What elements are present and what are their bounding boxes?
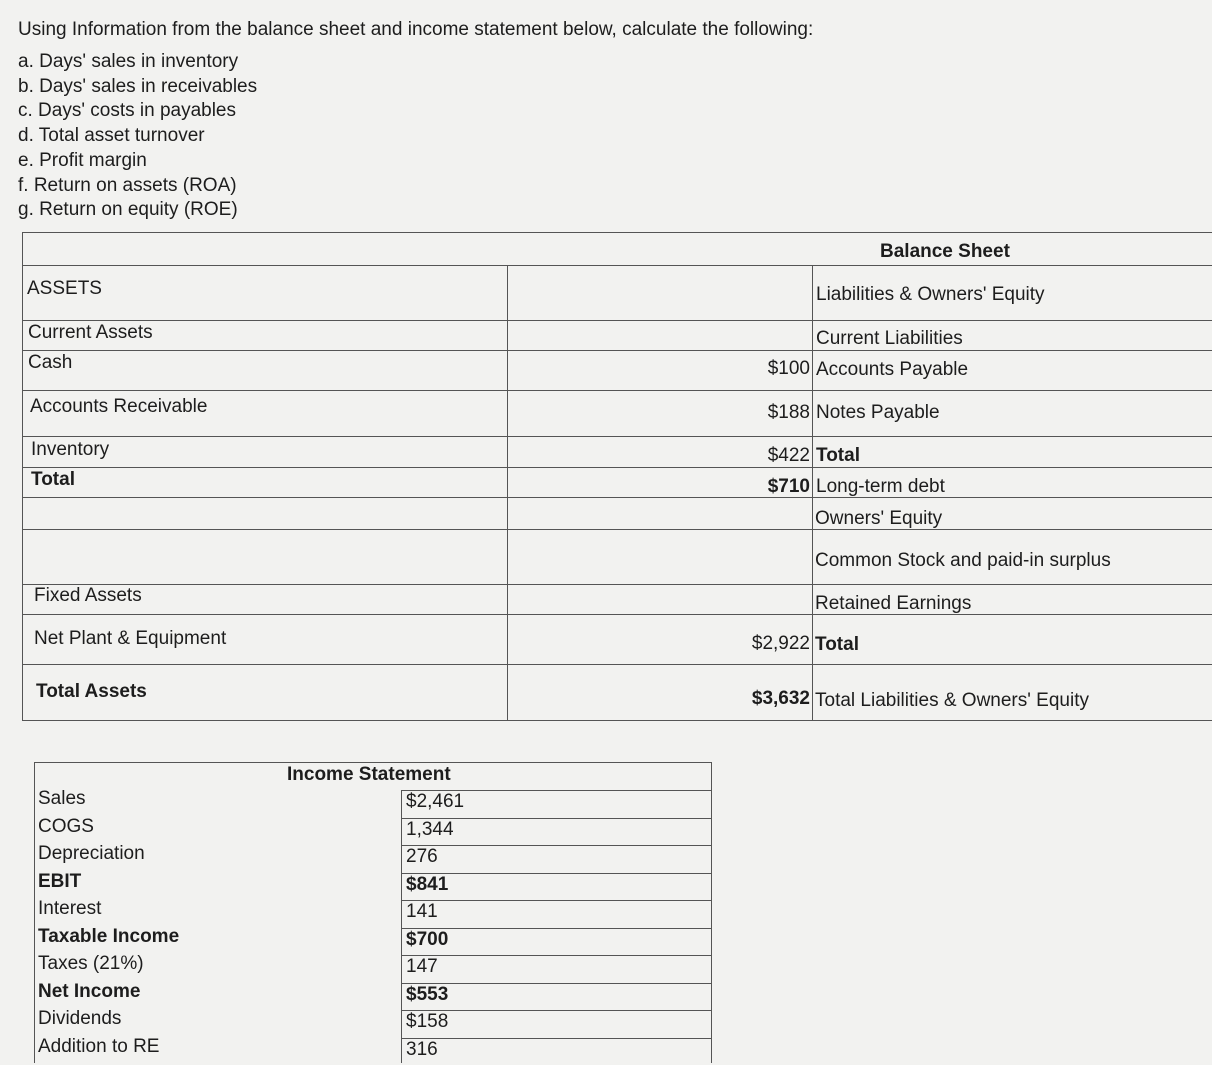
question-item: g. Return on equity (ROE) bbox=[18, 198, 257, 223]
row-label: Net Income bbox=[38, 981, 140, 1003]
grid-line bbox=[22, 265, 1212, 266]
row-label: Sales bbox=[38, 788, 86, 810]
grid-line bbox=[402, 928, 712, 929]
row-value: 276 bbox=[406, 846, 438, 868]
question-item: d. Total asset turnover bbox=[18, 124, 257, 149]
row-value: $2,461 bbox=[406, 791, 464, 813]
table-row bbox=[34, 790, 712, 818]
grid-line bbox=[34, 762, 712, 763]
grid-line bbox=[22, 436, 1212, 437]
row-label: Dividends bbox=[38, 1008, 121, 1030]
grid-line bbox=[402, 1038, 712, 1039]
row-value: $158 bbox=[406, 1011, 448, 1033]
grid-line bbox=[22, 584, 1212, 585]
grid-line bbox=[22, 350, 1212, 351]
row-value: 316 bbox=[406, 1039, 438, 1061]
net-plant-label: Net Plant & Equipment bbox=[34, 628, 226, 650]
question-item: c. Days' costs in payables bbox=[18, 99, 257, 124]
row-label: Taxes (21%) bbox=[38, 953, 144, 975]
grid-line bbox=[507, 265, 508, 720]
grid-line bbox=[402, 1010, 712, 1011]
table-row bbox=[34, 873, 712, 901]
common-stock-label: Common Stock and paid-in surplus bbox=[815, 550, 1111, 572]
fixed-assets-label: Fixed Assets bbox=[34, 585, 142, 607]
owners-equity-total-value: $2,922 bbox=[690, 633, 810, 655]
cash-label: Cash bbox=[28, 352, 72, 374]
grid-line bbox=[22, 320, 1212, 321]
notes-payable-label: Notes Payable bbox=[816, 402, 940, 424]
accounts-receivable-label: Accounts Receivable bbox=[30, 396, 207, 418]
table-row bbox=[34, 845, 712, 873]
row-label: Taxable Income bbox=[38, 926, 179, 948]
row-label: Interest bbox=[38, 898, 101, 920]
row-value: 141 bbox=[406, 901, 438, 923]
long-term-debt-value: $710 bbox=[690, 476, 810, 498]
question-item: f. Return on assets (ROA) bbox=[18, 174, 257, 199]
grid-line bbox=[22, 614, 1212, 615]
total-liab-equity-label: Total Liabilities & Owners' Equity bbox=[815, 690, 1089, 712]
long-term-debt-label: Long-term debt bbox=[816, 476, 945, 498]
income-statement-title: Income Statement bbox=[287, 764, 451, 786]
row-value: 1,344 bbox=[406, 819, 454, 841]
current-liabilities-total-value: $422 bbox=[690, 445, 810, 467]
grid-line bbox=[812, 265, 813, 720]
grid-line bbox=[22, 232, 1212, 233]
grid-line bbox=[22, 720, 1212, 721]
grid-line bbox=[402, 900, 712, 901]
table-row bbox=[34, 1038, 712, 1065]
table-row bbox=[34, 928, 712, 956]
retained-earnings-label: Retained Earnings bbox=[815, 593, 971, 615]
row-value: $700 bbox=[406, 929, 448, 951]
row-value: 147 bbox=[406, 956, 438, 978]
table-row bbox=[34, 818, 712, 846]
table-row bbox=[34, 1010, 712, 1038]
current-liabilities-label: Current Liabilities bbox=[816, 328, 963, 350]
grid-line bbox=[402, 845, 712, 846]
grid-line bbox=[22, 467, 1212, 468]
owners-equity-label: Owners' Equity bbox=[815, 508, 942, 530]
row-label: Addition to RE bbox=[38, 1036, 159, 1058]
intro-text: Using Information from the balance sheet and income statement below, calculate the following: bbox=[18, 19, 813, 41]
current-assets-total-label: Total bbox=[31, 469, 75, 491]
row-label: EBIT bbox=[38, 871, 81, 893]
income-statement-table bbox=[34, 762, 712, 1063]
question-item: e. Profit margin bbox=[18, 149, 257, 174]
assets-header: ASSETS bbox=[27, 278, 102, 300]
accounts-payable-label: Accounts Payable bbox=[816, 359, 968, 381]
inventory-label: Inventory bbox=[31, 439, 109, 461]
row-value: $841 bbox=[406, 874, 448, 896]
row-label: COGS bbox=[38, 816, 94, 838]
grid-line bbox=[22, 390, 1212, 391]
grid-line bbox=[22, 664, 1212, 665]
total-assets-label: Total Assets bbox=[36, 681, 147, 703]
grid-line bbox=[402, 873, 712, 874]
grid-line bbox=[22, 232, 23, 720]
notes-payable-value: $188 bbox=[690, 402, 810, 424]
balance-sheet-title: Balance Sheet bbox=[880, 241, 1010, 263]
question-item: b. Days' sales in receivables bbox=[18, 75, 257, 100]
table-row bbox=[34, 900, 712, 928]
total-liab-equity-value: $3,632 bbox=[690, 688, 810, 710]
table-row bbox=[34, 955, 712, 983]
grid-line bbox=[22, 497, 1212, 498]
grid-line bbox=[22, 529, 1212, 530]
row-label: Depreciation bbox=[38, 843, 145, 865]
current-liabilities-total-label: Total bbox=[816, 445, 860, 467]
current-assets-label: Current Assets bbox=[28, 322, 153, 344]
accounts-payable-value: $100 bbox=[690, 358, 810, 380]
grid-line bbox=[402, 955, 712, 956]
grid-line bbox=[402, 983, 712, 984]
row-value: $553 bbox=[406, 984, 448, 1006]
question-item: a. Days' sales in inventory bbox=[18, 50, 257, 75]
owners-equity-total-label: Total bbox=[815, 634, 859, 656]
liabilities-header: Liabilities & Owners' Equity bbox=[816, 284, 1045, 306]
table-row bbox=[34, 983, 712, 1011]
